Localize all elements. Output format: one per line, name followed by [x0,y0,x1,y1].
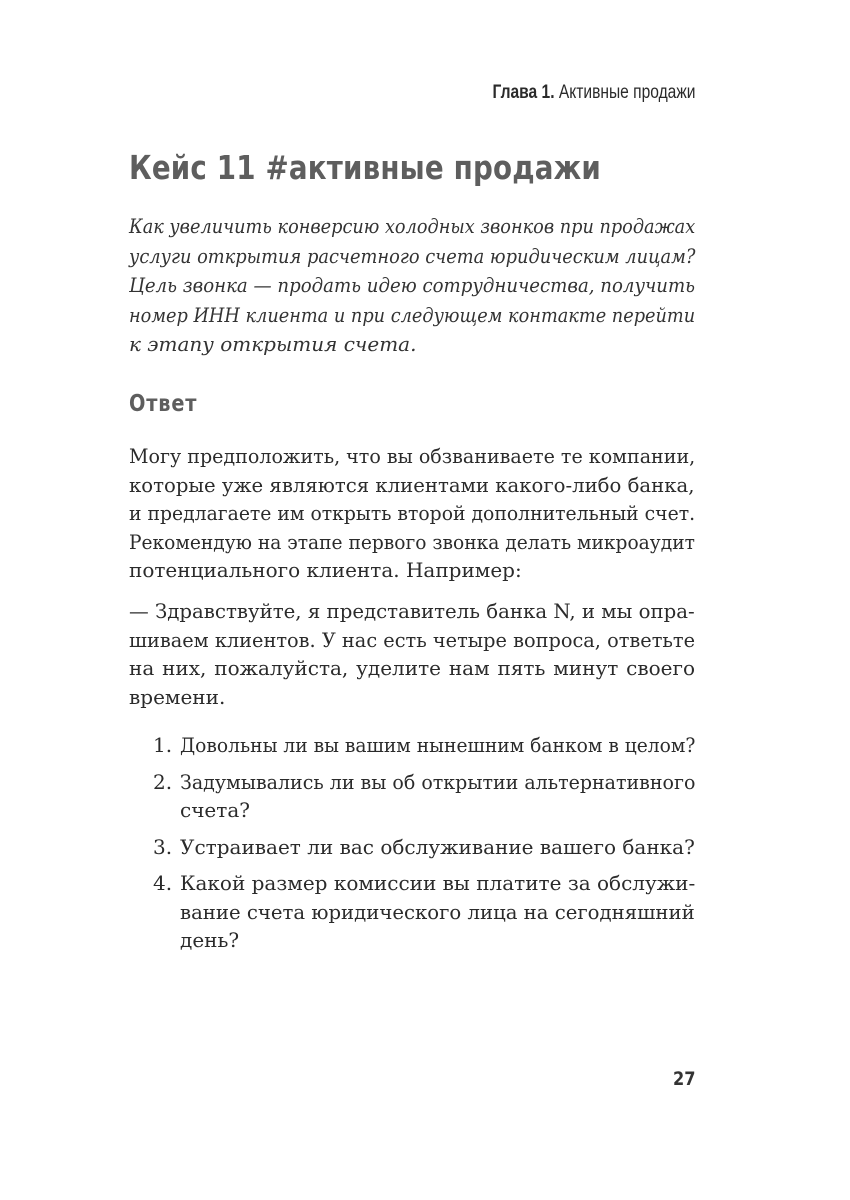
paragraph-line: времени. [129,684,226,709]
paragraph-line: — Здравствуйте, я представитель банка N, и мы опра- [129,599,695,623]
question-line: услуги открытия расчетного счета юридическим лицам? [129,243,696,268]
case-title: Кейс 11 #активные продажи [129,148,601,187]
chapter-label: Глава 1. [492,82,555,103]
page-number: 27 [672,1068,695,1090]
question-line: к этапу открытия счета. [129,332,417,356]
list-number: 3. [153,834,173,859]
chapter-title: Активные продажи [558,82,695,103]
list-item-line: день? [180,928,240,952]
case-question [129,212,695,360]
list-item-line: Какой размер комиссии вы платите за обслужи- [180,871,696,895]
list-item-line: вание счета юридического лица на сегодняшний [180,899,695,924]
list-number: 2. [153,769,173,794]
list-item [129,768,695,825]
paragraph-line: которые уже являются клиентами какого-либо банка, [129,472,695,497]
answer-heading: Ответ [129,391,198,417]
answer-paragraph-2 [129,597,695,711]
paragraph-line: потенциального клиента. Например: [129,558,522,582]
running-header [492,82,695,104]
question-line: Как увеличить конверсию холодных звонков при продажах [129,214,696,238]
list-item-line: счета? [180,798,250,822]
question-line: Цель звонка — продать идею сотрудничества, получить [129,273,696,297]
paragraph-line: и предлагаете им открыть второй дополнительный счет. [129,501,696,525]
paragraph-line: шиваем клиентов. У нас есть четыре вопроса, ответьте [129,627,696,652]
list-item-line: Задумывались ли вы об открытии альтернативного [180,769,696,794]
answer-paragraph-1 [129,442,695,585]
question-list [129,731,695,963]
paragraph-line: Могу предположить, что вы обзваниваете те компании, [129,444,696,468]
question-line: номер ИНН клиента и при следующем контакте перейти [129,302,696,327]
paragraph-line: на них, пожалуйста, уделите нам пять минут своего [129,656,695,680]
list-number: 4. [153,871,173,895]
list-number: 1. [153,733,173,757]
list-item [129,731,695,760]
list-item [129,833,695,862]
list-item-line: Устраивает ли вас обслуживание вашего банка? [180,834,695,859]
paragraph-line: Рекомендую на этапе первого звонка делать микроаудит [129,529,695,554]
list-item-line: Довольны ли вы вашим нынешним банком в целом? [180,733,696,757]
list-item [129,869,695,955]
